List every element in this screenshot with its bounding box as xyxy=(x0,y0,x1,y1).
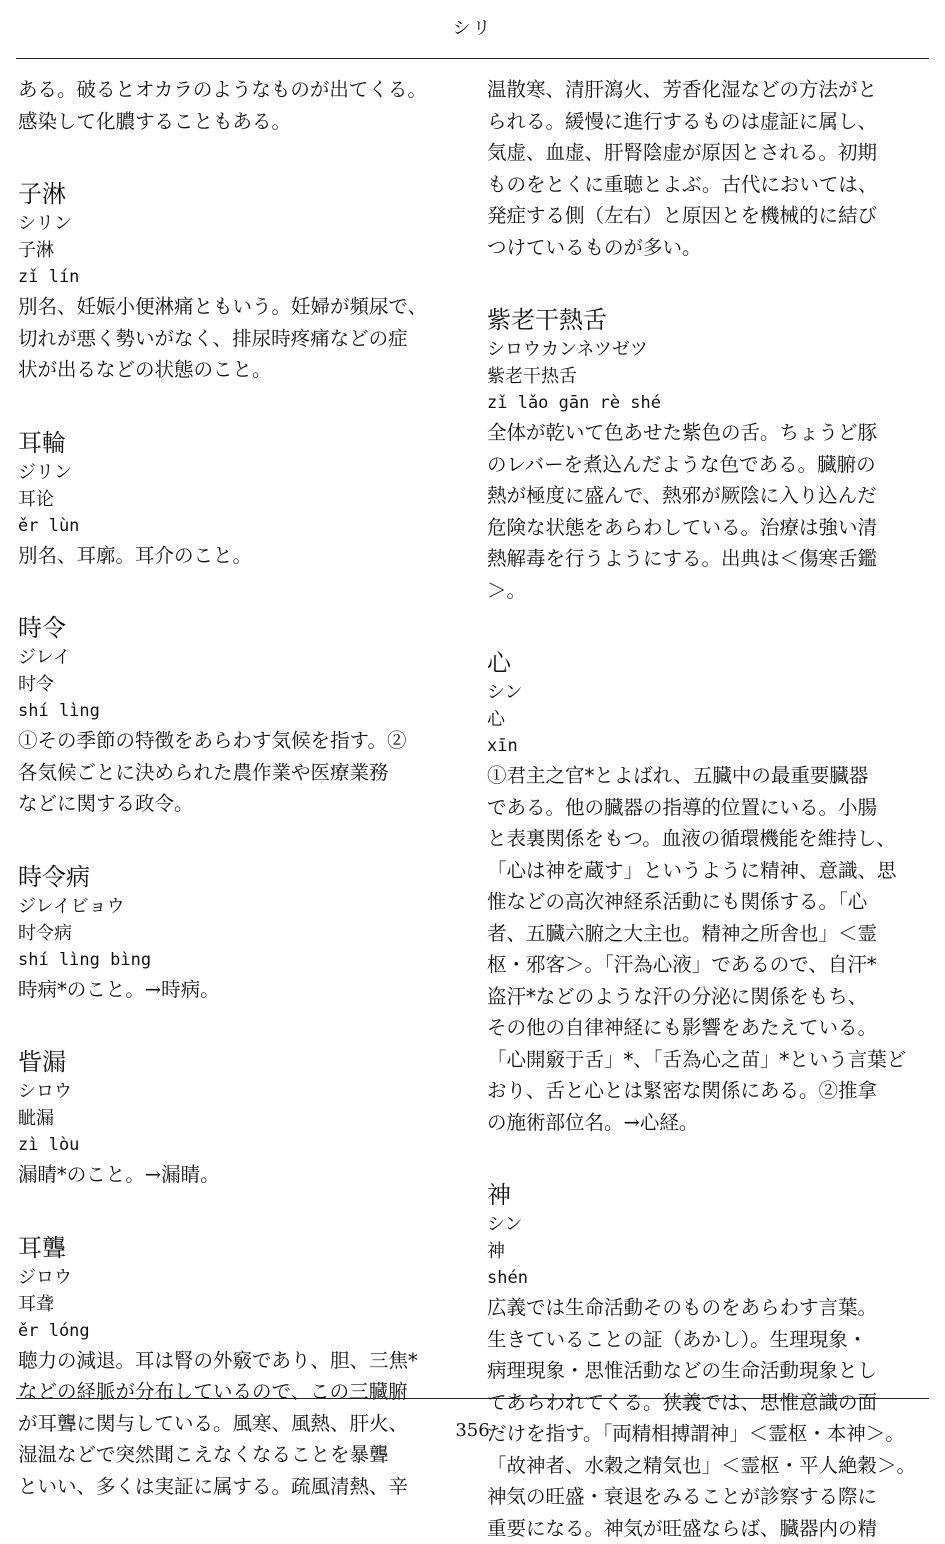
definition-line: 神気の旺盛・衰退をみることが診察する際に xyxy=(487,1481,925,1513)
definition-line: 病理現象・思惟活動などの生命活動現象とし xyxy=(487,1355,925,1387)
right-column xyxy=(487,74,925,1544)
entry-pinyin: shí lìng xyxy=(18,698,456,725)
definition-line: 別名、耳廓。耳介のこと。 xyxy=(18,540,456,572)
entry-simplified: 耳论 xyxy=(18,486,456,513)
entry-headword: 耳輪 xyxy=(18,427,456,459)
entry-reading: シン xyxy=(487,679,925,706)
entry-pinyin: shén xyxy=(487,1265,925,1292)
definition-line: おり、舌と心とは緊密な関係にある。②推拿 xyxy=(487,1075,925,1107)
definition-line: 各気候ごとに決められた農作業や医療業務 xyxy=(18,757,456,789)
definition-line: 熱解毒を行うようにする。出典は＜傷寒舌鑑 xyxy=(487,543,925,575)
definition-line: 漏睛*のこと。→漏睛。 xyxy=(18,1159,456,1191)
entry-headword: 子淋 xyxy=(18,178,456,210)
definition-line: 広義では生命活動そのものをあらわす言葉。 xyxy=(487,1292,925,1324)
left-column xyxy=(18,74,456,1502)
entry-reading: シン xyxy=(487,1211,925,1238)
definition-line: 状が出るなどの状態のこと。 xyxy=(18,354,456,386)
definition-line: 「故神者、水穀之精気也」＜霊枢・平人絶穀＞。 xyxy=(487,1450,925,1482)
definition-line: である。他の臓器の指導的位置にいる。小腸 xyxy=(487,792,925,824)
entry-headword: 神 xyxy=(487,1179,925,1211)
page-number: 356 xyxy=(0,1420,945,1441)
entry-jireibyou xyxy=(18,861,456,1006)
definition-line: 重要になる。神気が旺盛ならば、臓器内の精 xyxy=(487,1513,925,1544)
definition-line: 「心は神を蔵す」というように精神、意識、思 xyxy=(487,855,925,887)
definition-line: などの経脈が分布しているので、この三臓腑 xyxy=(18,1376,456,1408)
entry-simplified: 子淋 xyxy=(18,237,456,264)
entry-reading: シロウカンネツゼツ xyxy=(487,336,925,363)
definition-line: 聴力の減退。耳は腎の外竅であり、胆、三焦* xyxy=(18,1345,456,1377)
entry-reading: シロウ xyxy=(18,1078,456,1105)
entry-jirin xyxy=(18,427,456,572)
entry-reading: ジロウ xyxy=(18,1264,456,1291)
entry-pinyin: zǐ lín xyxy=(18,264,456,291)
entry-shin-spirit xyxy=(487,1179,925,1544)
entry-headword: 眥漏 xyxy=(18,1046,456,1078)
definition-line: と表裏関係をもつ。血液の循環機能を維持し、 xyxy=(487,823,925,855)
entry-jirou xyxy=(18,1232,456,1503)
entry-jirei xyxy=(18,612,456,820)
definition-line: 生きていることの証（あかし）。生理現象・ xyxy=(487,1324,925,1356)
definition-line: 湿温などで突然聞こえなくなることを暴聾 xyxy=(18,1439,456,1471)
continuation-line: 発症する側（左右）と原因とを機械的に結び xyxy=(487,200,925,232)
definition-line: 盗汗*などのような汗の分泌に関係をもち、 xyxy=(487,981,925,1013)
continuation-line: 温散寒、清肝瀉火、芳香化湿などの方法がと xyxy=(487,74,925,106)
definition-line: のレバーを煮込んだような色である。臓腑の xyxy=(487,449,925,481)
definition-line: の施術部位名。→心経。 xyxy=(487,1107,925,1139)
entry-pinyin: shí lìng bìng xyxy=(18,947,456,974)
entry-headword: 耳聾 xyxy=(18,1232,456,1264)
continuation-line: ものをとくに重聴とよぶ。古代においては、 xyxy=(487,169,925,201)
entry-simplified: 眦漏 xyxy=(18,1105,456,1132)
entry-reading: シリン xyxy=(18,210,456,237)
definition-line: その他の自律神経にも影響をあたえている。 xyxy=(487,1012,925,1044)
header-rule xyxy=(16,58,929,59)
entry-headword: 紫老干熱舌 xyxy=(487,304,925,336)
entry-shirin xyxy=(18,178,456,386)
entry-simplified: 时令病 xyxy=(18,920,456,947)
entry-simplified: 耳聋 xyxy=(18,1291,456,1318)
entry-simplified: 紫老干热舌 xyxy=(487,363,925,390)
definition-line: 枢・邪客＞。「汗為心液」であるので、自汗* xyxy=(487,949,925,981)
definition-line: といい、多くは実証に属する。疏風清熱、辛 xyxy=(18,1471,456,1503)
definition-line: 危険な状態をあらわしている。治療は強い清 xyxy=(487,512,925,544)
entry-reading: ジレイ xyxy=(18,644,456,671)
definition-line: ＞。 xyxy=(487,575,925,607)
definition-line: 者、五臓六腑之大主也。精神之所舎也」＜霊 xyxy=(487,918,925,950)
entry-shiroukannetsuzetsu xyxy=(487,304,925,606)
entry-headword: 時令病 xyxy=(18,861,456,893)
entry-pinyin: ěr lùn xyxy=(18,513,456,540)
definition-line: などに関する政令。 xyxy=(18,788,456,820)
definition-line: てあらわれてくる。狭義では、思惟意識の面 xyxy=(487,1387,925,1419)
entry-reading: ジレイビョウ xyxy=(18,893,456,920)
definition-line: 切れが悪く勢いがなく、排尿時疼痛などの症 xyxy=(18,323,456,355)
entry-shin-heart xyxy=(487,647,925,1138)
entry-headword: 心 xyxy=(487,647,925,679)
entry-simplified: 神 xyxy=(487,1238,925,1265)
definition-line: 惟などの高次神経系活動にも関係する。「心 xyxy=(487,886,925,918)
definition-line: 時病*のこと。→時病。 xyxy=(18,974,456,1006)
continuation-line: ある。破るとオカラのようなものが出てくる。 xyxy=(18,74,456,106)
definition-line: 全体が乾いて色あせた紫色の舌。ちょうど豚 xyxy=(487,417,925,449)
entry-simplified: 时令 xyxy=(18,671,456,698)
entry-pinyin: ěr lóng xyxy=(18,1318,456,1345)
definition-line: だけを指す。「両精相搏謂神」＜霊枢・本神＞。 xyxy=(487,1418,925,1450)
definition-line: が耳聾に関与している。風寒、風熱、肝火、 xyxy=(18,1408,456,1440)
running-header: シリ xyxy=(0,14,945,40)
entry-reading: ジリン xyxy=(18,459,456,486)
entry-shirou xyxy=(18,1046,456,1191)
entry-pinyin: zì lòu xyxy=(18,1132,456,1159)
continuation-line: つけているものが多い。 xyxy=(487,232,925,264)
entry-pinyin: zǐ lǎo gān rè shé xyxy=(487,390,925,417)
continuation-line: 気虚、血虚、肝腎陰虚が原因とされる。初期 xyxy=(487,137,925,169)
continuation-line: られる。緩慢に進行するものは虚証に属し、 xyxy=(487,106,925,138)
definition-line: ①その季節の特徴をあらわす気候を指す。② xyxy=(18,725,456,757)
continuation-line: 感染して化膿することもある。 xyxy=(18,106,456,138)
entry-simplified: 心 xyxy=(487,706,925,733)
definition-line: ①君主之官*とよばれ、五臓中の最重要臓器 xyxy=(487,760,925,792)
entry-pinyin: xīn xyxy=(487,733,925,760)
entry-headword: 時令 xyxy=(18,612,456,644)
definition-line: 熱が極度に盛んで、熱邪が厥陰に入り込んだ xyxy=(487,480,925,512)
footer-rule xyxy=(16,1398,929,1399)
definition-line: 「心開竅于舌」*、「舌為心之苗」*という言葉ど xyxy=(487,1044,925,1076)
definition-line: 別名、妊娠小便淋痛ともいう。妊婦が頻尿で、 xyxy=(18,291,456,323)
